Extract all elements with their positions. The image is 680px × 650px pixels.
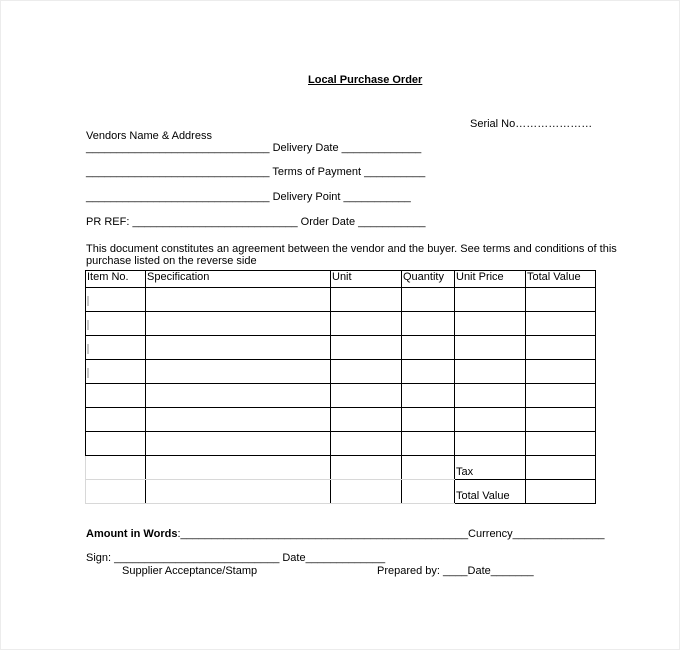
cell-quantity[interactable] [402, 432, 455, 456]
cell-unit[interactable] [331, 336, 402, 360]
items-table [85, 270, 596, 504]
cell-unit-price[interactable] [455, 408, 526, 432]
cell-specification[interactable] [146, 288, 331, 312]
cell-unit [331, 480, 402, 504]
header-unit: Unit [331, 271, 402, 288]
cell-unit[interactable] [331, 384, 402, 408]
delivery-date-row: ______________________________ Delivery Date _____________ [86, 142, 422, 154]
cell-item-no [86, 480, 146, 504]
cell-unit[interactable] [331, 432, 402, 456]
cell-quantity[interactable] [402, 408, 455, 432]
cell-unit-price[interactable] [455, 432, 526, 456]
cell-unit-price[interactable] [455, 384, 526, 408]
cell-item-no [86, 456, 146, 480]
cell-quantity [402, 456, 455, 480]
cell-total-value[interactable] [526, 384, 596, 408]
cell-unit [331, 456, 402, 480]
cell-total-value[interactable] [526, 336, 596, 360]
cell-total-value[interactable] [526, 312, 596, 336]
header-unit-price: Unit Price [455, 271, 526, 288]
cell-item-no[interactable] [86, 384, 146, 408]
cell-specification[interactable] [146, 312, 331, 336]
total-row [86, 480, 596, 504]
table-row [86, 384, 596, 408]
cell-unit[interactable] [331, 408, 402, 432]
cell-item-no[interactable] [86, 288, 146, 312]
amount-in-words-line: :_______________________________________________Currency_______________ [177, 528, 605, 540]
page-title: Local Purchase Order [308, 74, 423, 86]
header-total-value: Total Value [526, 271, 596, 288]
cell-item-no[interactable] [86, 336, 146, 360]
table-header-row [86, 271, 596, 288]
cell-specification[interactable] [146, 384, 331, 408]
tax-value[interactable] [526, 456, 596, 480]
total-value-label: Total Value [455, 480, 526, 504]
cell-total-value[interactable] [526, 288, 596, 312]
header-specification: Specification [146, 271, 331, 288]
cell-unit[interactable] [331, 288, 402, 312]
agreement-line-1: This document constitutes an agreement between the vendor and the buyer. See terms and conditions of this [86, 243, 617, 255]
table-row [86, 312, 596, 336]
delivery-point-row: ______________________________ Delivery Point ___________ [86, 191, 411, 203]
table-row [86, 288, 596, 312]
terms-of-payment-row: ______________________________ Terms of Payment __________ [86, 166, 426, 178]
cell-specification[interactable] [146, 432, 331, 456]
amount-in-words-label: Amount in Words [86, 528, 178, 540]
cell-total-value[interactable] [526, 360, 596, 384]
cell-marker [87, 344, 89, 354]
cell-unit-price[interactable] [455, 312, 526, 336]
header-item-no: Item No. [86, 271, 146, 288]
cell-specification [146, 480, 331, 504]
cell-item-no[interactable] [86, 432, 146, 456]
cell-item-no[interactable] [86, 408, 146, 432]
sign-row: Sign: ___________________________ Date_____________ [86, 552, 386, 564]
cell-item-no[interactable] [86, 312, 146, 336]
cell-unit-price[interactable] [455, 360, 526, 384]
table-row [86, 408, 596, 432]
table-row [86, 432, 596, 456]
supplier-acceptance-label: Supplier Acceptance/Stamp [122, 565, 258, 577]
amount-in-words-row [86, 528, 604, 541]
agreement-line-2: purchase listed on the reverse side [86, 255, 257, 267]
cell-specification[interactable] [146, 360, 331, 384]
cell-item-no[interactable] [86, 360, 146, 384]
cell-quantity [402, 480, 455, 504]
tax-label: Tax [455, 456, 526, 480]
table-row [86, 336, 596, 360]
cell-total-value[interactable] [526, 408, 596, 432]
cell-total-value[interactable] [526, 432, 596, 456]
prepared-by-row: Prepared by: ____Date_______ [377, 565, 534, 577]
cell-quantity[interactable] [402, 360, 455, 384]
serial-number: Serial No………………… [470, 118, 593, 130]
pr-ref-row: PR REF: ___________________________ Order Date ___________ [86, 216, 426, 228]
cell-quantity[interactable] [402, 312, 455, 336]
total-value-amount[interactable] [526, 480, 596, 504]
header-quantity: Quantity [402, 271, 455, 288]
table-row [86, 360, 596, 384]
cell-marker [87, 296, 89, 306]
tax-row [86, 456, 596, 480]
cell-unit-price[interactable] [455, 288, 526, 312]
cell-specification[interactable] [146, 408, 331, 432]
cell-marker [87, 320, 89, 330]
cell-quantity[interactable] [402, 288, 455, 312]
cell-unit-price[interactable] [455, 336, 526, 360]
cell-specification[interactable] [146, 336, 331, 360]
cell-marker [87, 368, 89, 378]
cell-quantity[interactable] [402, 336, 455, 360]
cell-quantity[interactable] [402, 384, 455, 408]
cell-specification [146, 456, 331, 480]
cell-unit[interactable] [331, 312, 402, 336]
cell-unit[interactable] [331, 360, 402, 384]
vendors-label: Vendors Name & Address [86, 130, 212, 142]
